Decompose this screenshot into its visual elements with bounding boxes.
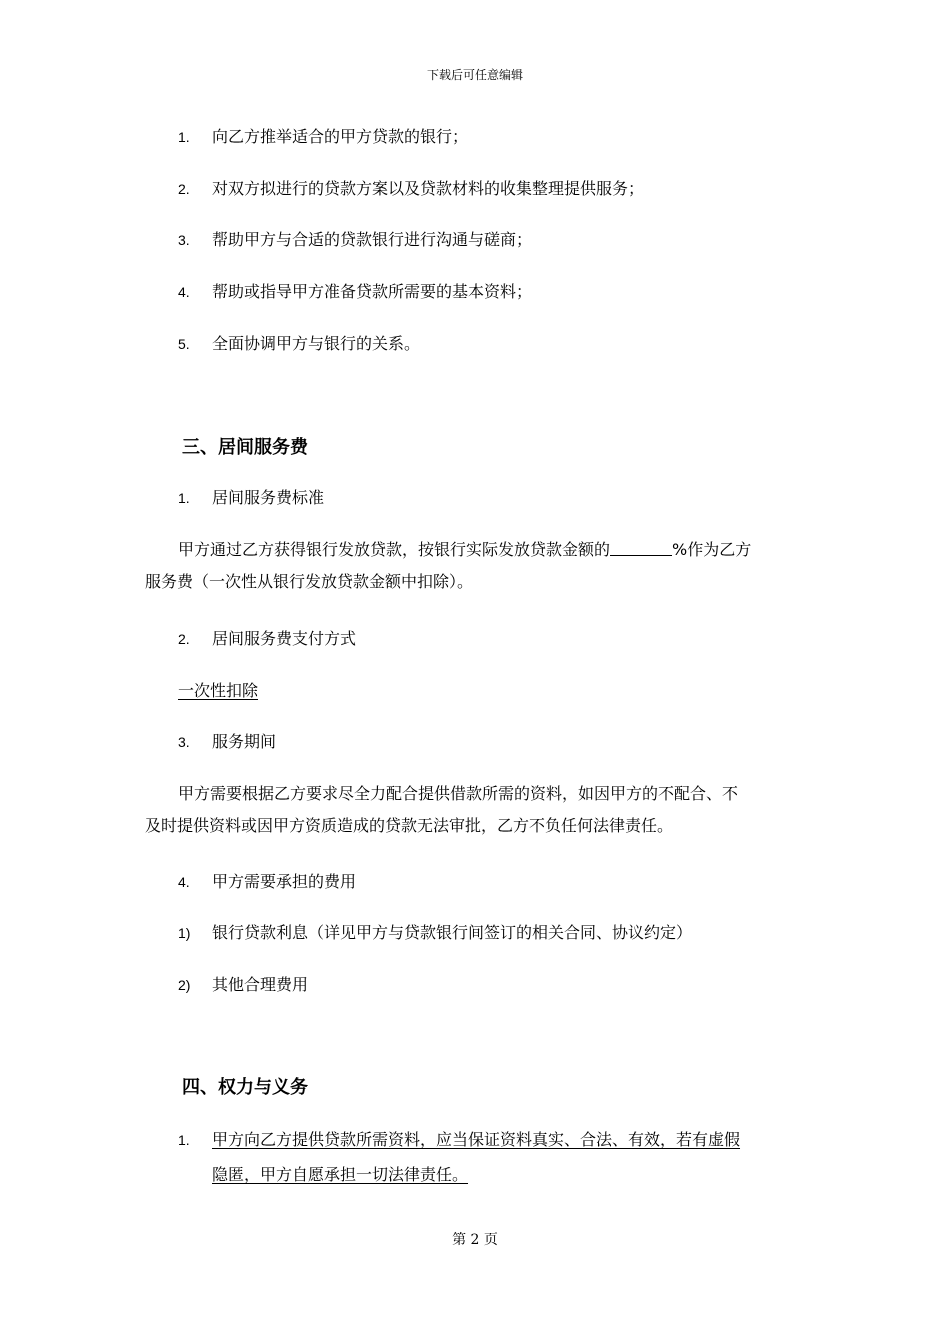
list-number: 3. xyxy=(178,232,190,248)
list-text: 服务期间 xyxy=(212,732,277,751)
page-header: 下载后可任意编辑 xyxy=(426,68,523,82)
list-number: 2) xyxy=(178,977,191,993)
list-number: 1. xyxy=(178,1132,190,1148)
list-text: 居间服务费支付方式 xyxy=(212,629,357,648)
list-number: 4. xyxy=(178,284,190,300)
list-text: 帮助或指导甲方准备贷款所需要的基本资料； xyxy=(212,282,533,301)
list-number: 5. xyxy=(178,336,190,352)
list-number: 1) xyxy=(178,925,191,941)
list-number: 1. xyxy=(178,490,190,506)
list-text: 隐匿，甲方自愿承担一切法律责任。 xyxy=(212,1165,469,1184)
paragraph-line: 及时提供资料或因甲方资质造成的贷款无法审批，乙方不负任何法律责任。 xyxy=(145,816,674,835)
fee-paragraph xyxy=(145,534,807,598)
payment-method: 一次性扣除 xyxy=(178,681,259,700)
section-heading: 三、居间服务费 xyxy=(182,437,308,458)
list-text: 向乙方推举适合的甲方贷款的银行； xyxy=(212,127,469,146)
list-text: 全面协调甲方与银行的关系。 xyxy=(212,334,421,353)
list-number: 4. xyxy=(178,874,190,890)
fee-percent-blank[interactable] xyxy=(610,539,672,556)
list-text: 居间服务费标准 xyxy=(212,488,325,507)
service-period-paragraph xyxy=(145,778,807,842)
list-text: 甲方需要承担的费用 xyxy=(212,872,357,891)
section-heading: 四、权力与义务 xyxy=(182,1077,308,1098)
list-text: 对双方拟进行的贷款方案以及贷款材料的收集整理提供服务； xyxy=(212,179,645,198)
page-footer: 第 2 页 xyxy=(452,1232,498,1248)
list-text: 帮助甲方与合适的贷款银行进行沟通与磋商； xyxy=(212,230,533,249)
list-number: 1. xyxy=(178,129,190,145)
list-text: 银行贷款利息（详见甲方与贷款银行间签订的相关合同、协议约定） xyxy=(212,923,693,942)
list-number: 2. xyxy=(178,631,190,647)
list-number: 3. xyxy=(178,734,190,750)
fee-text-after: %作为乙方 xyxy=(672,540,752,559)
list-text: 其他合理费用 xyxy=(212,975,309,994)
fee-text-line2: 服务费（一次性从银行发放贷款金额中扣除）。 xyxy=(145,572,474,591)
fee-text-before: 甲方通过乙方获得银行发放贷款，按银行实际发放贷款金额的 xyxy=(178,540,611,559)
list-text: 甲方向乙方提供贷款所需资料，应当保证资料真实、合法、有效，若有虚假 xyxy=(212,1130,741,1149)
list-number: 2. xyxy=(178,181,190,197)
paragraph-line: 甲方需要根据乙方要求尽全力配合提供借款所需的资料，如因甲方的不配合、不 xyxy=(178,784,739,803)
